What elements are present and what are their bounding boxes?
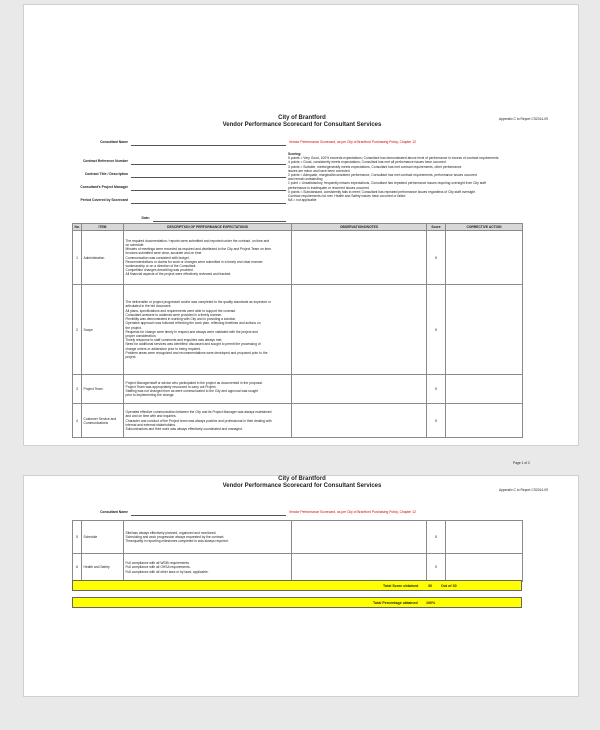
date-line[interactable] [153, 221, 286, 222]
scoring-line: 3 points = Suitable, meets/generally meets expectations, Consultant has met contract requirements, other performance [288, 164, 462, 169]
row-score[interactable]: 5 [427, 554, 446, 582]
row-item: Schedule [82, 521, 124, 554]
period-label: Period Covered by Scorecard [80, 198, 128, 202]
scoring-line: 5 points = Very Good, 100% exceeds expectations; Consultant has demonstrated above level of performance in excess of contract requirements [288, 156, 499, 161]
row-item: Scope [82, 285, 124, 375]
consultant-name-line[interactable] [131, 515, 286, 516]
row-no: 1 [73, 231, 82, 285]
period-line[interactable] [131, 203, 286, 204]
table-row [73, 404, 523, 438]
consultant-name-line[interactable] [131, 145, 286, 146]
appendix-label: Appendix C to Report CS2014-09 [498, 488, 548, 492]
row-score[interactable]: 5 [427, 231, 446, 285]
col-header-item: ITEM [82, 224, 124, 231]
col-header-score: Score [427, 224, 446, 231]
row-item: Health and Safety [82, 554, 124, 582]
scoring-line: performance is inadequate or recurrent issues occurred [288, 185, 369, 190]
policy-note: Vendor Performance Scorecard, as per City of Brantford Purchasing Policy, Chapter 12 [289, 510, 416, 514]
scoring-line: and remain outstanding [288, 177, 323, 182]
city-title: City of Brantford [278, 476, 326, 482]
consultant-name-label: Consultant Name [100, 510, 128, 514]
row-no: 4 [73, 404, 82, 438]
row-observations[interactable] [292, 375, 427, 404]
row-corrective-action[interactable] [446, 375, 523, 404]
total-score-label: Total Score obtained [383, 584, 419, 588]
row-observations[interactable] [292, 231, 427, 285]
row-score[interactable]: 5 [427, 404, 446, 438]
row-description: The deliverable or project progressed and/or was completed to the quality standards as expected or articulated in the bid document. All plans, specifications and requirements were able to support the contract. Consultant answers to addenda were provided in a timely manner. Flexibility was demonstrated in working with City and in providing a solution. Operative approach was followed reflecting the work plan, reflecting timelines and actions on the project. Requests for change were timely in respect and always were validated with the project and proper consideration. Timely response to staff comments and enquiries was always met. Need for additional services was identified/ discussed and sought to permit the processing of change orders or addendum prior to being required. Problem areas were recognized and recommendations were developed and proposed prior to the project. [124, 285, 292, 375]
row-score[interactable]: 5 [427, 521, 446, 554]
scoring-line: 1 point = Unsatisfactory, frequently misses expectations, Consultant has repeated performance issues requiring oversight from City staff [288, 181, 486, 186]
scoring-line: 4 points = Good, consistently meets expectations; Consultant has met all performance issues have occurred [288, 160, 446, 165]
city-title: City of Brantford [278, 115, 326, 121]
col-header-no: No. [74, 225, 80, 229]
policy-note: Vendor Performance Scorecard, as per City of Brantford Purchasing Policy, Chapter 12 [289, 140, 416, 144]
row-item: Customer Service and Communications [82, 404, 124, 438]
table-row [73, 375, 523, 404]
project-manager-label: Consultant's Project Manager [80, 185, 128, 189]
row-item: Project Team [82, 375, 124, 404]
col-header-description: DESCRIPTION OF PERFORMANCE EXPECTATIONS [124, 224, 292, 231]
row-corrective-action[interactable] [446, 521, 523, 554]
consultant-name-label: Consultant Name [100, 140, 128, 144]
contract-ref-line[interactable] [131, 164, 286, 165]
row-observations[interactable] [292, 404, 427, 438]
scoring-heading: Scoring: [288, 152, 302, 156]
row-no: 5 [73, 521, 82, 554]
document-title: Vendor Performance Scorecard for Consultant Services [222, 122, 382, 128]
row-corrective-action[interactable] [446, 404, 523, 438]
scorecard-table [72, 223, 523, 438]
total-percentage-label: Total Percentage obtained [373, 601, 418, 605]
col-header-corrective-action: CORRECTIVE ACTION [446, 224, 523, 231]
row-observations[interactable] [292, 554, 427, 582]
row-description: Operated effective communication between the City and its Project Manager was always maintained and and on time with and inquiries. Character and conduct of the Project team was always positive and professional in their dealing with internal and external stakeholders. Subcontractors and their work was always effectively coordinated and managed. [124, 404, 292, 438]
contract-title-line[interactable] [131, 177, 286, 178]
row-description: Full compliance with all WSIB requirements. Full compliance with all OHSA requirements. Full compliance with all other laws or by laws, applicable. [124, 554, 292, 582]
table-header-row [73, 224, 523, 231]
document-title: Vendor Performance Scorecard for Consultant Services [222, 483, 382, 489]
scoring-line: 0 points = Substandard, consistently fails to meet; Consultant has repeated performance issues regardless of City staff oversight [288, 189, 476, 194]
date-label: Date: [141, 216, 150, 220]
row-corrective-action[interactable] [446, 285, 523, 375]
project-manager-line[interactable] [131, 190, 286, 191]
row-score[interactable]: 5 [427, 285, 446, 375]
row-observations[interactable] [292, 521, 427, 554]
scoring-legend [288, 152, 538, 202]
total-score-out-of: Out of 30 [441, 584, 457, 588]
table-row [73, 285, 523, 375]
col-header-observations: OBSERVATIONS/NOTES [292, 224, 427, 231]
total-score-bar [72, 580, 522, 591]
document-page-1 [23, 4, 579, 446]
contract-ref-label: Contract Reference Number [82, 159, 128, 163]
row-no: 6 [73, 554, 82, 582]
row-corrective-action[interactable] [446, 231, 523, 285]
row-corrective-action[interactable] [446, 554, 523, 582]
contract-title-label: Contract Title / Description [84, 172, 128, 176]
row-no: 2 [73, 285, 82, 375]
table-row [73, 231, 523, 285]
row-description: The required documentation / reports were submitted and reported under the contract, on time and on schedule. Minutes of meetings were recorded as required and distributed to the City and Project Team on time. Invoices submitted were clear, accurate and on time. Communication was consistent with budget. Recommendations or claims for work or changes were submitted in a timely and clear manner. workmanship or on a direction of the Consultant. Competition changes describing was provided. All financial aspects of the project were effectively reviewed and tracked. [124, 231, 292, 285]
row-description: Project Manager/staff or advice who participated in the project as documented in the proposal. Project Team was appropriately resourced to carry out Project. Staffing was not changed from as were communicated to the City and approval was sought prior to implementing the change. [124, 375, 292, 404]
total-percentage-value: 100% [426, 601, 436, 605]
scoring-line: 2 points = Adequate, marginal/inconsistent performance, Consultant has met contract requirements, performance issues occurred [288, 173, 477, 178]
appendix-label: Appendix C to Report CS2014-09 [498, 117, 548, 121]
row-score[interactable]: 5 [427, 375, 446, 404]
scoring-line: NA = not applicable [288, 198, 317, 203]
row-observations[interactable] [292, 285, 427, 375]
table-row [73, 521, 523, 554]
scorecard-table-continued [72, 520, 523, 582]
row-description: Site/lass always effectively planned, organized and monitored. Scheduling and work progression always requested by the contract. Time/quality in reporting milestones completed in was always required. [124, 521, 292, 554]
row-item: Administration [82, 231, 124, 285]
scoring-line: Contract requirements not met. Health and Safety issues have occurred or failed [288, 194, 406, 199]
total-score-value: 30 [428, 584, 432, 588]
row-no: 3 [73, 375, 82, 404]
total-percentage-bar [72, 597, 522, 608]
page-number: Page 1 of 2 [513, 461, 530, 465]
scoring-line: issues are minor and have been corrected [288, 168, 350, 173]
table-row [73, 554, 523, 582]
document-page-2 [23, 475, 579, 697]
